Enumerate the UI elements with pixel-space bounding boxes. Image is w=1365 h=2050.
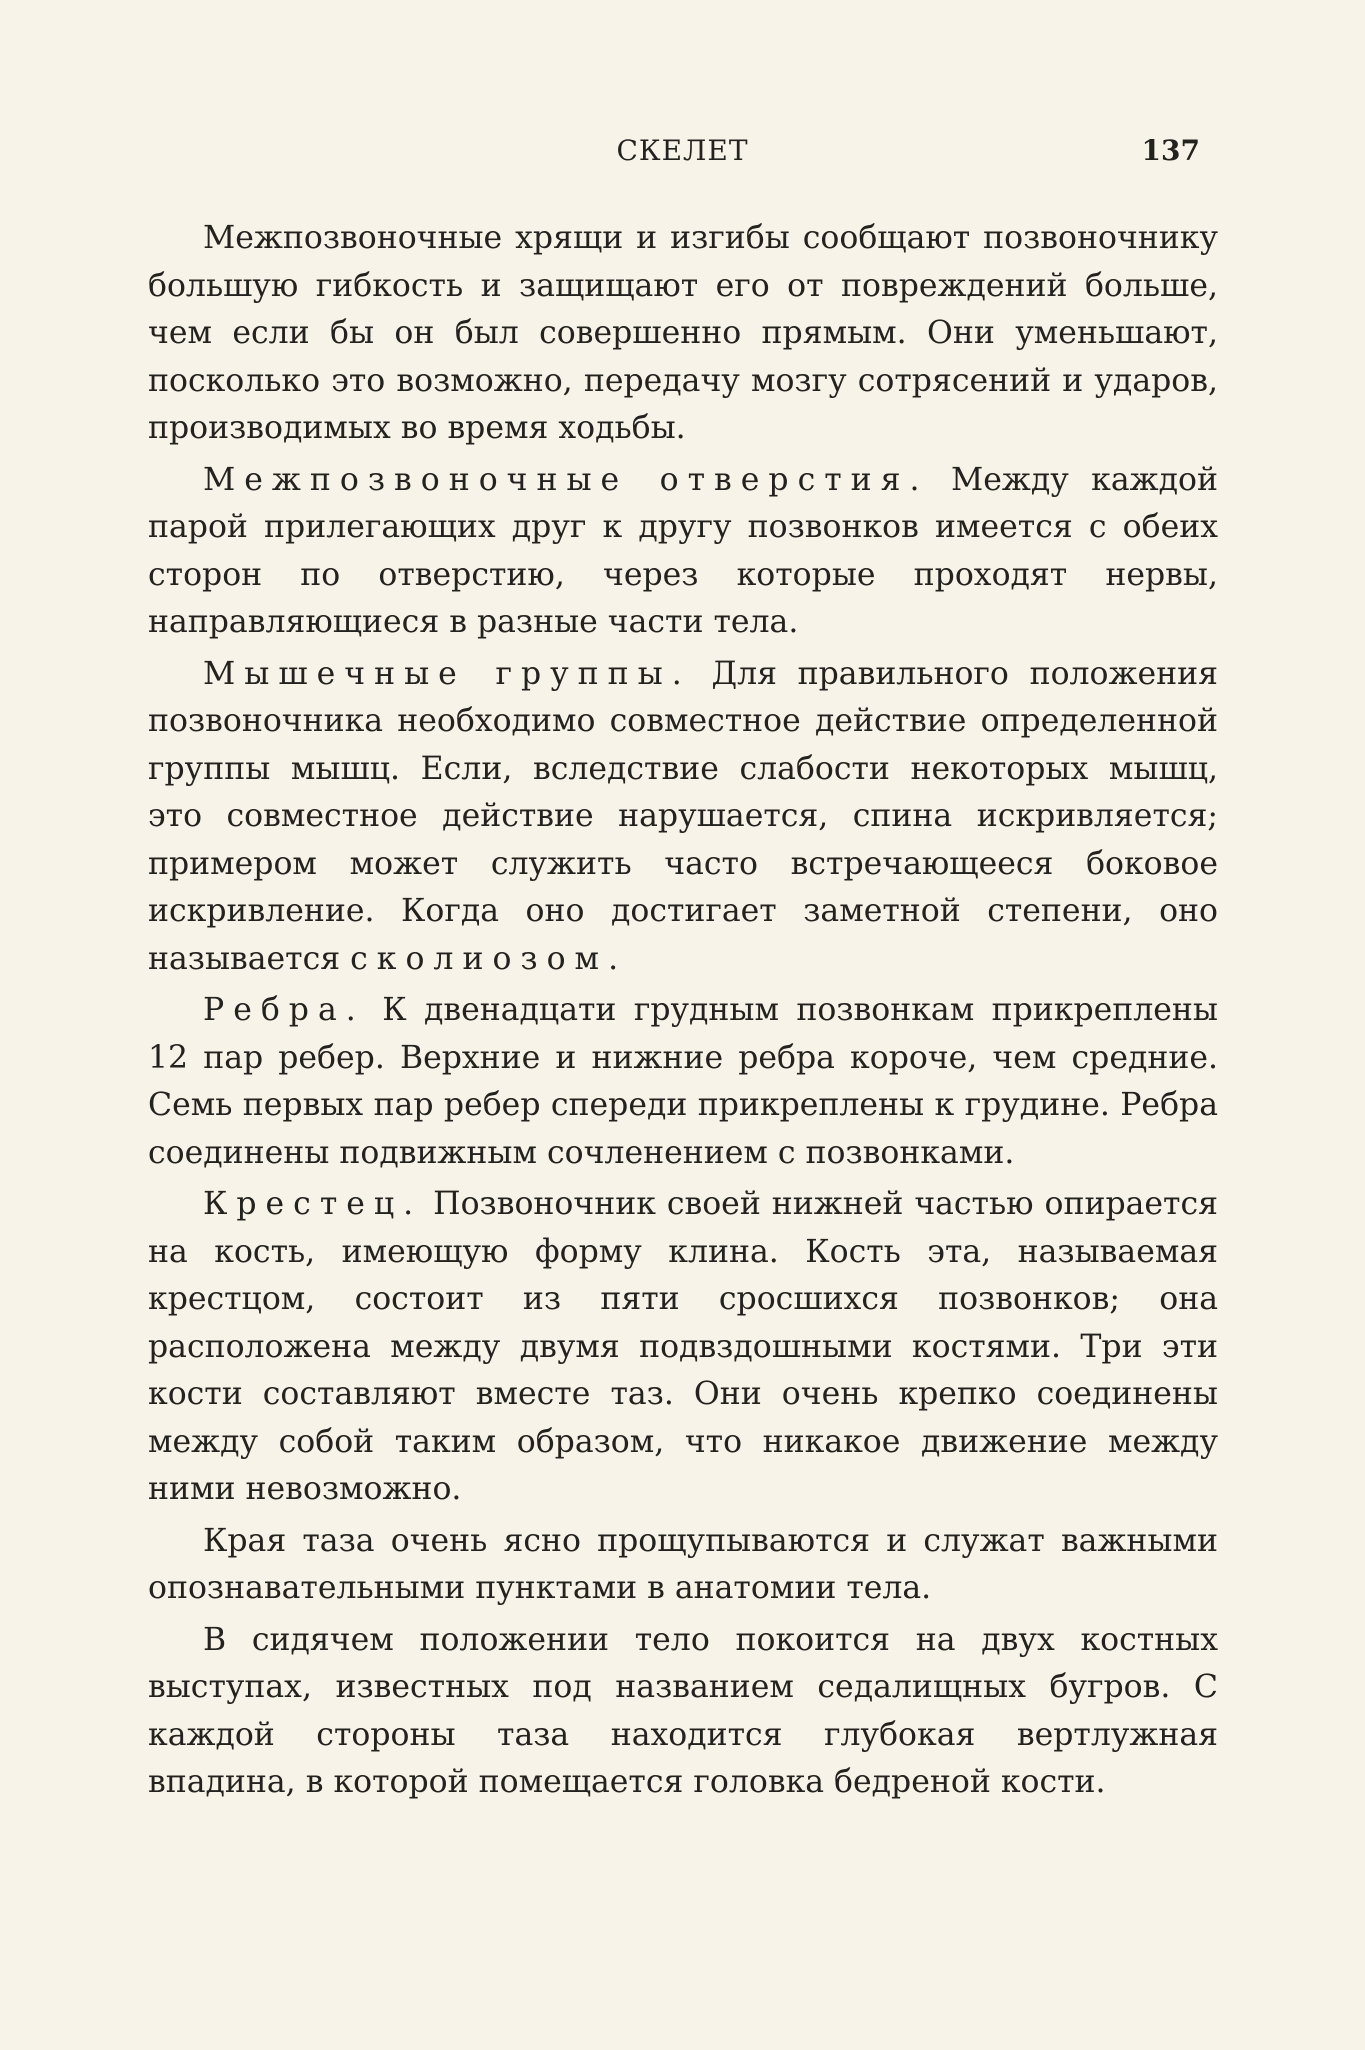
page-number: 137: [1141, 134, 1200, 167]
paragraph: [148, 987, 1218, 1177]
page-title: СКЕЛЕТ: [616, 134, 749, 167]
paragraph: [148, 1617, 1218, 1807]
section-heading: Крестец.: [203, 1186, 423, 1222]
paragraph-text: Между каждой парой прилегающих друг к другу позвонков имеется с обеих сторон по отверстию, через которые проходят нервы, направляющиеся в разные части тела.: [148, 461, 1218, 640]
paragraph: [148, 215, 1218, 453]
paragraph: [148, 651, 1218, 984]
paragraph-text: Края таза очень ясно прощупываются и служат важными опознавательными пунктами в анатомии тела.: [148, 1522, 1218, 1606]
section-heading: Ребра.: [203, 992, 365, 1028]
paragraph-text: К двенадцати грудным позвонкам прикреплены 12 пар ребер. Верхние и нижние ребра короче, чем средние. Семь первых пар ребер спереди прикреплены к грудине. Ребра соединены подвижным сочленением с позвонками.: [148, 992, 1218, 1171]
paragraph: [148, 1518, 1218, 1613]
paragraph-tail: .: [608, 940, 619, 977]
paragraph-text: Позвоночник своей нижней частью опирается на кость, имеющую форму клина. Кость эта, называемая крестцом, состоит из пяти сросшихся позвонков; она расположена между двумя подвздошными костями. Три эти кости составляют вместе таз. Они очень крепко соединены между собой таким образом, что никакое движение между ними невозможно.: [148, 1186, 1218, 1507]
section-heading: Межпозвоночные отверстия.: [203, 461, 929, 498]
paragraph-text: Межпозвоночные хрящи и изгибы сообщают позвоночнику большую гибкость и защищают его от повреждений больше, чем если бы он был совершенно прямым. Они уменьшают, посколько это возможно, передачу мозгу сотрясений и ударов, производимых во время ходьбы.: [148, 220, 1218, 446]
body-text: [148, 215, 1218, 1811]
section-heading: Мышечные группы.: [203, 655, 691, 692]
paragraph-text: Для правильного положения позвоночника необходимо совместное действие определенной группы мышц. Если, вследствие слабости некоторых мышц, это совместное действие нарушается, спина искривляется; примером может служить часто встречающееся боковое искривление. Когда оно достигает заметной степени, оно называется: [148, 655, 1219, 977]
paragraph-text: В сидячем положении тело покоится на двух костных выступах, известных под названием седалищных бугров. С каждой стороны таза находится глубокая вертлужная впадина, в которой помещается головка бедреной кости.: [148, 1621, 1218, 1800]
paragraph: [148, 457, 1218, 647]
running-head: [0, 134, 1365, 174]
emphasized-term: сколиозом: [350, 940, 609, 977]
paragraph: [148, 1181, 1218, 1514]
